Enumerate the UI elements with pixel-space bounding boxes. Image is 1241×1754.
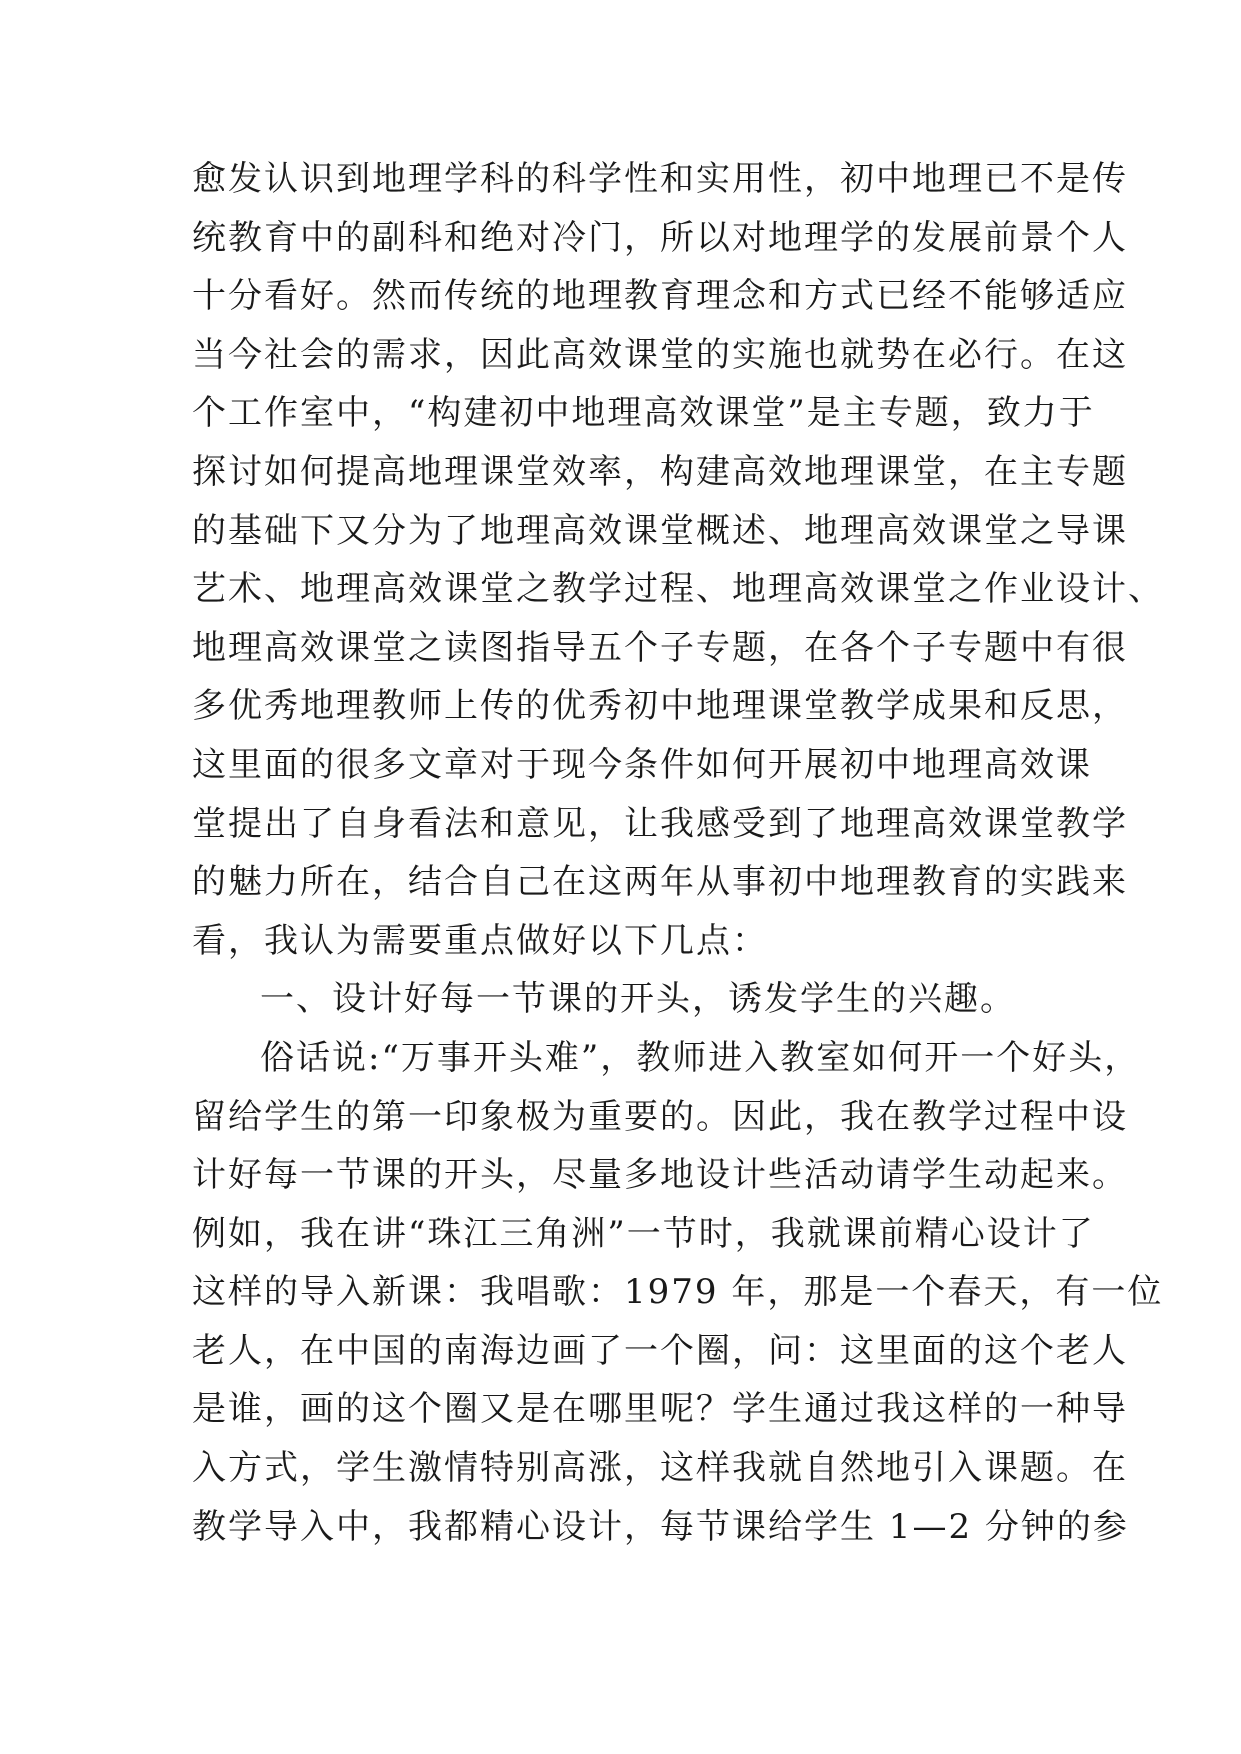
text-line: 俗话说:“万事开头难”，教师进入教室如何开一个好头，	[260, 1037, 1141, 1078]
text-line: 是谁，画的这个圈又是在哪里呢？学生通过我这样的一种导	[192, 1389, 1128, 1430]
text-line: 入方式，学生激情特别高涨，这样我就自然地引入课题。在	[192, 1448, 1128, 1489]
text-line: 例如，我在讲“珠江三角洲”一节时，我就课前精心设计了	[192, 1213, 1095, 1254]
text-line: 堂提出了自身看法和意见，让我感受到了地理高效课堂教学	[192, 803, 1128, 844]
text-line: 老人，在中国的南海边画了一个圈，问：这里面的这个老人	[192, 1330, 1128, 1371]
text-line: 的魅力所在，结合自己在这两年从事初中地理教育的实践来	[192, 862, 1128, 903]
text-line: 的基础下又分为了地理高效课堂概述、地理高效课堂之导课	[192, 510, 1128, 551]
text-line: 留给学生的第一印象极为重要的。因此，我在教学过程中设	[192, 1096, 1128, 1137]
text-line: 探讨如何提高地理课堂效率，构建高效地理课堂，在主专题	[192, 451, 1128, 492]
text-line: 艺术、地理高效课堂之教学过程、地理高效课堂之作业设计、	[192, 569, 1164, 610]
section-heading: 一、设计好每一节课的开头，诱发学生的兴趣。	[260, 979, 1016, 1020]
text-line: 地理高效课堂之读图指导五个子专题，在各个子专题中有很	[192, 627, 1128, 668]
text-line: 教学导入中，我都精心设计，每节课给学生 1—2 分钟的参	[192, 1506, 1129, 1547]
document-body	[192, 150, 1164, 1556]
text-line: 看，我认为需要重点做好以下几点：	[192, 920, 768, 961]
text-line: 愈发认识到地理学科的科学性和实用性，初中地理已不是传	[192, 159, 1128, 199]
text-line: 个工作室中，“构建初中地理高效课堂”是主专题，致力于	[192, 393, 1095, 434]
text-line: 十分看好。然而传统的地理教育理念和方式已经不能够适应	[192, 276, 1128, 317]
text-line: 多优秀地理教师上传的优秀初中地理课堂教学成果和反思，	[192, 686, 1128, 727]
text-line: 统教育中的副科和绝对冷门，所以对地理学的发展前景个人	[192, 217, 1128, 258]
text-line: 计好每一节课的开头，尽量多地设计些活动请学生动起来。	[192, 1155, 1128, 1196]
text-line: 当今社会的需求，因此高效课堂的实施也就势在必行。在这	[192, 334, 1128, 375]
text-line: 这里面的很多文章对于现今条件如何开展初中地理高效课	[192, 744, 1092, 785]
text-line: 这样的导入新课：我唱歌：1979 年，那是一个春天，有一位	[192, 1272, 1164, 1313]
